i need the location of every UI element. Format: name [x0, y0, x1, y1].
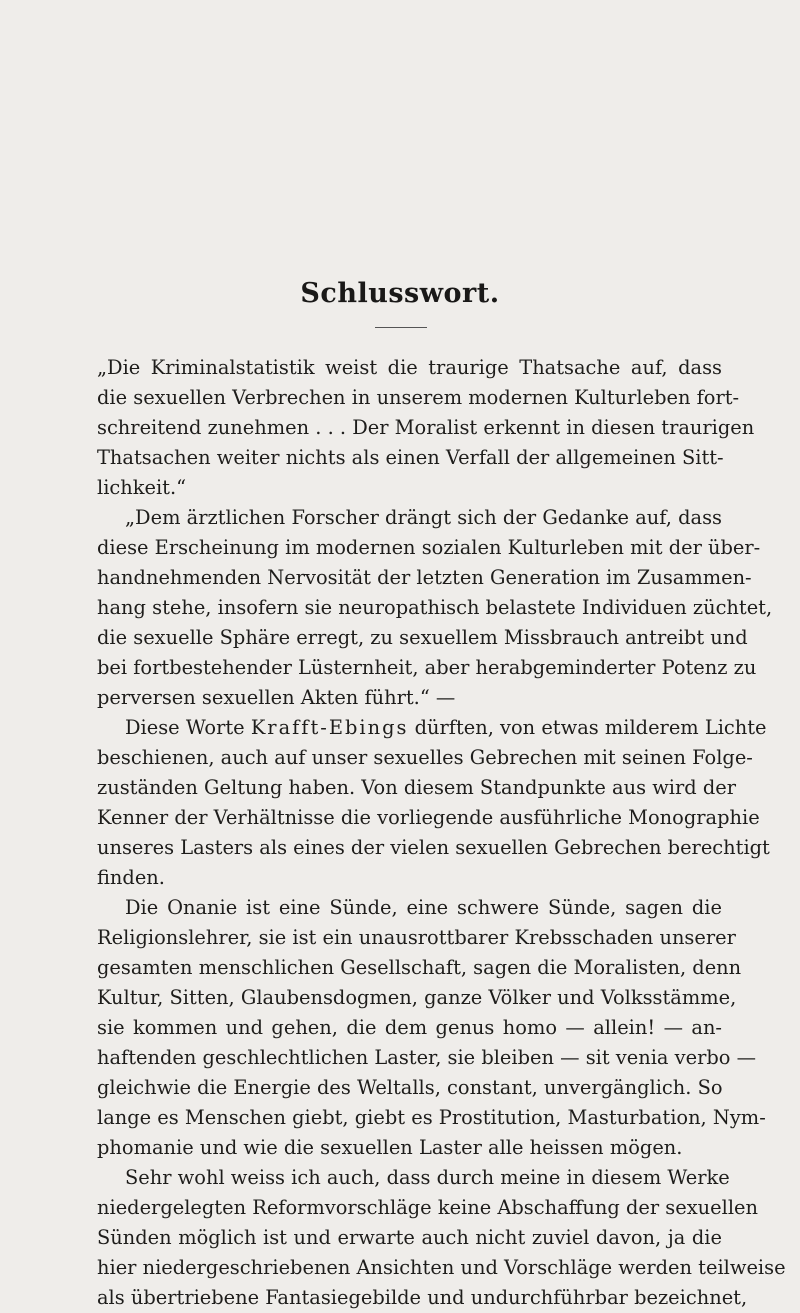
text-line: Kenner der Verhältnisse die vorliegende ausführliche Monographie: [97, 806, 760, 829]
text-line: zuständen Geltung haben. Von diesem Standpunkte aus wird der: [97, 776, 736, 799]
text-line: bei fortbestehender Lüsternheit, aber herabgeminderter Potenz zu: [97, 656, 757, 679]
text-line: beschienen, auch auf unser sexuelles Gebrechen mit seinen Folge-: [97, 746, 753, 769]
text-line: die sexuelle Sphäre erregt, zu sexuellem Missbrauch antreibt und: [97, 626, 748, 649]
chapter-title: Schlusswort.: [300, 278, 500, 309]
text-line: Sehr wohl weiss ich auch, dass durch meine in diesem Werke: [125, 1166, 730, 1189]
text-line: sie kommen und gehen, die dem genus homo — allein! — an-: [97, 1016, 722, 1039]
text-line: Thatsachen weiter nichts als einen Verfall der allgemeinen Sitt-: [97, 446, 724, 469]
text-line: hang stehe, insofern sie neuropathisch belastete Individuen züchtet,: [97, 596, 773, 619]
text-line-author: [125, 713, 767, 743]
text-line: gesamten menschlichen Gesellschaft, sagen die Moralisten, denn: [97, 956, 742, 979]
title-divider: [375, 327, 427, 328]
text-line: finden.: [97, 866, 165, 889]
text-line: phomanie und wie die sexuellen Laster alle heissen mögen.: [97, 1136, 683, 1159]
text-line: gleichwie die Energie des Weltalls, constant, unvergänglich. So: [97, 1076, 723, 1099]
text-line: Die Onanie ist eine Sünde, eine schwere Sünde, sagen die: [125, 896, 722, 919]
text-line: Kultur, Sitten, Glaubensdogmen, ganze Völker und Volksstämme,: [97, 986, 737, 1009]
text-line: niedergelegten Reformvorschläge keine Abschaffung der sexuellen: [97, 1196, 758, 1219]
text-line: als übertriebene Fantasiegebilde und undurchführbar bezeichnet,: [97, 1286, 748, 1309]
text-line: unseres Lasters als eines der vielen sexuellen Gebrechen berechtigt: [97, 836, 770, 859]
text-line: haftenden geschlechtlichen Laster, sie bleiben — sit venia verbo —: [97, 1046, 756, 1069]
author-name: Krafft-Ebings: [250, 716, 409, 739]
text-line: perversen sexuellen Akten führt.“ —: [97, 686, 456, 709]
text-line: „Die Kriminalstatistik weist die traurige Thatsache auf, dass: [97, 356, 722, 379]
text-line: hier niedergeschriebenen Ansichten und Vorschläge werden teilweise: [97, 1256, 786, 1279]
text-line: die sexuellen Verbrechen in unserem modernen Kulturleben fort-: [97, 386, 740, 409]
text-line: lichkeit.“: [97, 476, 187, 499]
text-line: handnehmenden Nervosität der letzten Generation im Zusammen-: [97, 566, 752, 589]
text-line: diese Erscheinung im modernen sozialen Kulturleben mit der über-: [97, 536, 761, 559]
text-fragment: Diese Worte: [125, 716, 251, 739]
text-line: schreitend zunehmen . . . Der Moralist erkennt in diesen traurigen: [97, 416, 755, 439]
text-line: lange es Menschen giebt, giebt es Prostitution, Masturbation, Nym-: [97, 1106, 766, 1129]
text-line: Religionslehrer, sie ist ein unausrottbarer Krebsschaden unserer: [97, 926, 736, 949]
text-fragment: dürften, von etwas milderem Lichte: [408, 716, 767, 739]
text-line: „Dem ärztlichen Forscher drängt sich der Gedanke auf, dass: [125, 506, 722, 529]
text-line: Sünden möglich ist und erwarte auch nicht zuviel davon, ja die: [97, 1226, 722, 1249]
